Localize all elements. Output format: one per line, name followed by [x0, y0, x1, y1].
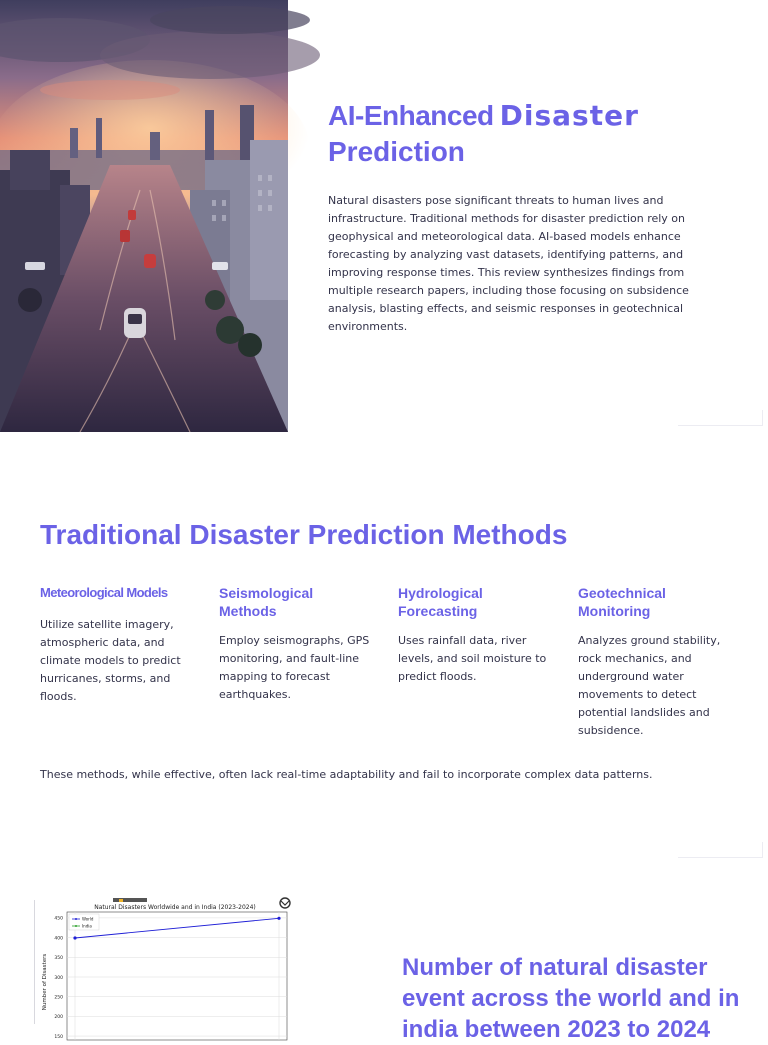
- chart-ytick-label: 250: [54, 995, 63, 1001]
- section-divider: [678, 857, 762, 858]
- chart-ylabel: Number of Disasters: [42, 953, 48, 1011]
- chart-point-world: [277, 917, 280, 920]
- method-card-seismological: [219, 584, 371, 704]
- chart-ytick-label: 400: [54, 936, 63, 942]
- section-divider: [678, 425, 762, 426]
- method-description: Uses rainfall data, river levels, and soil moisture to predict floods.: [398, 634, 547, 683]
- chart-ytick-label: 200: [54, 1015, 63, 1021]
- method-description: Utilize satellite imagery, atmospheric data, and climate models to predict hurricanes, storms, and floods.: [40, 618, 181, 703]
- hero-title: [328, 98, 728, 170]
- hero-title-part2: Disaster: [499, 99, 639, 132]
- chart-legend-marker: [75, 925, 77, 927]
- method-title: Geotechnical Monitoring: [578, 585, 666, 619]
- methods-note: These methods, while effective, often lack real-time adaptability and fail to incorporate complex data patterns.: [40, 768, 653, 781]
- methods-grid: [40, 584, 740, 744]
- method-card-geotechnical: [578, 584, 730, 740]
- method-description: Analyzes ground stability, rock mechanics, and underground water movements to detect potential landslides and subsidence.: [578, 634, 721, 737]
- hero-description: Natural disasters pose significant threats to human lives and infrastructure. Traditional methods for disaster prediction rely on geophysical and meteorological data. AI-based models enhance forecasting by analyzing vast datasets, identifying patterns, and improving response times. This review synthesizes findings from multiple research papers, including those focusing on subsidence analysis, blasting effects, and seismic responses in geotechnical environments.: [328, 194, 689, 333]
- chart-logo-mark: [119, 899, 123, 902]
- method-description: Employ seismographs, GPS monitoring, and fault-line mapping to forecast earthquakes.: [219, 634, 370, 701]
- method-title: Seismological Methods: [219, 585, 314, 619]
- methods-title: Traditional Disaster Prediction Methods: [40, 519, 568, 550]
- chart-point-world: [73, 936, 76, 939]
- chart-legend-label: India: [82, 923, 92, 929]
- method-title: Meteorological Models: [40, 585, 168, 600]
- chart-ytick-label: 300: [54, 975, 63, 981]
- method-card-hydrological: [398, 584, 550, 686]
- stats-title: Number of natural disaster event across the world and in india between 2023 to 2024: [402, 954, 740, 1043]
- section-divider-edge: [762, 410, 763, 426]
- chart-legend-marker: [75, 918, 77, 920]
- hero-image: [0, 0, 288, 432]
- chart-ytick-label: 150: [54, 1034, 63, 1040]
- hero-title-part3: Prediction: [328, 136, 465, 167]
- chart-logo: [113, 898, 147, 902]
- chart-legend-label: World: [82, 916, 94, 922]
- method-title: Hydrological Forecasting: [398, 585, 483, 619]
- chart-ytick-label: 450: [54, 916, 63, 922]
- chart-ytick-label: 350: [54, 956, 63, 962]
- disaster-chart: [34, 900, 294, 1040]
- chart-title: Natural Disasters Worldwide and in India (2023-2024): [94, 904, 256, 911]
- hero-title-part1: AI-Enhanced: [328, 100, 494, 131]
- section-divider-edge: [762, 842, 763, 858]
- method-card-meteorological: [40, 584, 192, 706]
